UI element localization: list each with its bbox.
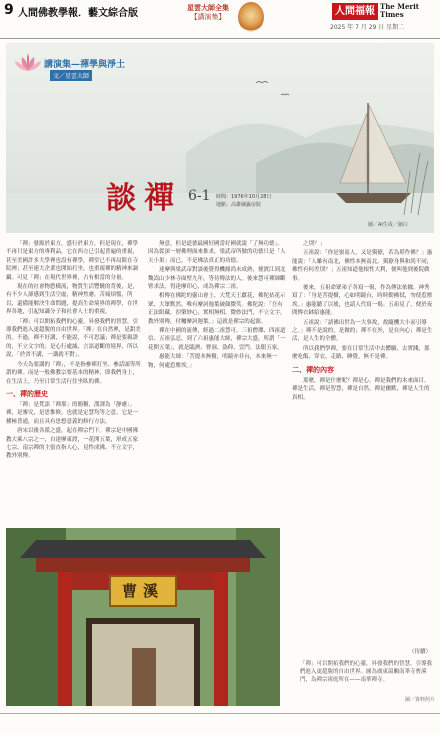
article-title: 談禪 — [106, 181, 182, 216]
part-number: 6-1 — [188, 188, 211, 204]
section-heading-content: 二、禪的內容 — [292, 365, 334, 374]
gate-plaque-text: 曹溪 — [121, 582, 164, 600]
paragraph: 之別？」 — [303, 241, 326, 247]
paragraph: 「禪」發源於東方，盛行於東方，但是現在，禪學不再只是東方的專利品，它在西方已引起普遍的重視，甚至美國許多大學裡也設有禪學，禪堂已不再局限在寺院裡；甚至連大企業也開始打坐，也重視禪的精神來調攝。可見「禪」在現代世界裡，占有相當的分量。 — [6, 241, 139, 281]
paragraph: 無意，但是道德最國好國當好國就說「了無功德」。因為從深一層佛理面來推求，梁武帝所做的功德只是「人天小果」而已，不是佛法真正的功德。 — [148, 241, 286, 264]
section-heading-history: 一、禪的歷史 — [6, 389, 48, 398]
paragraph: 相傳在佛陀的靈山會上，大梵天王獻花，佛陀拈花示眾，大眾默然，唯有摩訶迦葉破顏微笑。佛陀說：「吾有正法眼藏，涅槃妙心，實相無相，微妙法門，不立文字，教外別傳，付囑摩訶迦葉。」這就是禪宗的起源。 — [148, 293, 286, 325]
master-portrait-image — [238, 2, 264, 32]
text-column-3 — [292, 240, 434, 652]
paragraph: 那麼，禪是什麼呢？禪是心，禪是我們的本來面目。禪是生活，禪是智慧，禪是自然，禪是幽默，禪是人生的真相。 — [292, 377, 430, 401]
series-box — [180, 4, 236, 22]
lotus-icon — [14, 51, 42, 73]
paragraph: 後來，五祖命眾弟子各寫一偈，作為傳法依據。神秀寫了：「身是菩提樹，心如明鏡台，時時勤拂拭，勿使惹塵埃。」惠能聽了以後，也請人代寫一偈。五祖見了，便於夜間傳衣缽給惠能。 — [292, 285, 433, 317]
page-number: 9 — [4, 2, 14, 18]
paragraph: 惠能大師：「菩提本無樹，明鏡亦非台，本來無一物，何處惹塵埃。」 — [148, 354, 278, 369]
author-byline: 文／星雲大師 — [50, 70, 92, 81]
page-header — [0, 0, 440, 40]
temple-gate-photo — [6, 528, 280, 706]
text-column-1 — [6, 240, 142, 525]
masthead-english: The Merit Times — [380, 2, 419, 19]
paragraph: 達摩與梁武帝對談後覺得機緣尚未成熟，便渡江到北魏嵩山少林寺面壁九年，等待傳法的人。後來慧可禪師斷臂求法，得達摩印心，成為禪宗二祖。 — [148, 267, 286, 291]
photo-credit: 圖／資料照片 — [405, 697, 436, 703]
paragraph: 五祖說：「諸佛出世為一大事故，故隨機大小而引導之。」禪不是說的，是做的；禪不在外，是在內心；禪是生活，是人生的全體。 — [292, 319, 433, 343]
masthead-logo: 人間福報 — [332, 3, 378, 20]
paragraph: 現在的社會物慾橫流，物質生活豐饒的背後，是，有不少人卻感到生活空虛，精神焦慮。苦痛煩惱，所以，還備能解決生命問題，提高生命境界的禪學，在世界各地，引起知識分子和社會人士的重視。 — [6, 284, 139, 316]
section-title: 人間佛教學報．藝文綜合版 — [18, 8, 138, 19]
illustration-credit: 圖／AI生成／圖白 — [368, 222, 408, 228]
hero-banner — [6, 43, 434, 233]
series-subtitle: 【講演集】 — [190, 13, 226, 21]
paragraph: 禪在中國的流傳，經過二祖慧可、三祖僧璨、四祖道信、五祖弘忍，到了六祖惠能大師，禪宗大盛，所謂「一花開五葉」，就是臨濟、曹洞、溈仰、雲門、法眼五家。 — [148, 328, 286, 351]
issue-date: 2025 年 7 月 29 日 星期二 — [330, 24, 405, 31]
lecture-series-label: 講演集—禪學與淨土 — [44, 60, 126, 70]
footer-divider — [0, 713, 440, 714]
continued-mark: （待續） — [409, 649, 432, 655]
lecture-time: 時間：1976年10月28日 — [216, 194, 272, 200]
header-divider — [0, 38, 440, 39]
photo-caption: 「禪」可以開拓我們的心靈，昇發我們的智慧，引導我們進入更超脫的自由世界。圖為廣東韶關南華寺曹溪門，為禪宗祖庭所在——南華禪寺。 — [300, 661, 433, 683]
paragraph: 唐宋以後各派之盛，起在禪宗門下。禪宗是中國佛教大乘八宗之一，自達摩東渡，一花開五葉，形成五家七宗。南宗禪的主張直指人心，見性成佛，不立文字，教外別傳。 — [6, 428, 139, 460]
text-column-2 — [148, 240, 286, 525]
paragraph: 五祖說：「你是嶺南人，又是獦獠，若為堪作佛？」惠能說：「人雖有南北，佛性本無南北。獦獠身與和尚不同，佛性有何差別？」五祖知道他根性大利，便叫他到後院做事。 — [292, 250, 433, 282]
lecture-place: 地點：高雄縣籤房院 — [216, 202, 262, 208]
paragraph: 今天為要講的「禪」，不是指參禪打坐、參話頭等所謂的禪。而是一般佛教宗要基本的精神，即我們身上，在生活上，乃至日常生活行住坐臥的禪。 — [6, 361, 141, 385]
temple-gate-illustration — [6, 528, 280, 706]
paragraph: 「禪」可以開拓我們的心靈，昇發我們的智慧，引導我們進入更超脫的自由世界。「禪」在自然裡，是甜美的。不過，禪不好講，不能說，不可思議；禪是要親證的，不立文字的；是心行處滅，言語道斷的境界，所以說，「於省不講，一講就不對」。 — [6, 318, 141, 359]
paragraph: 「禪」是梵語「禪那」的簡稱，漢譯為「靜慮」。禪，是審究，是思惟修，也就是定慧均等之意。它是一種極普通，而且具有思想意義的修行方法。 — [6, 401, 139, 425]
paragraph: 所以我們學禪，要在日常生活中去體驗、去實踐，那麼吃飯、穿衣、走路、睡覺，無不是禪。 — [292, 345, 430, 361]
series-title: 星雲大師全集 — [187, 4, 229, 12]
